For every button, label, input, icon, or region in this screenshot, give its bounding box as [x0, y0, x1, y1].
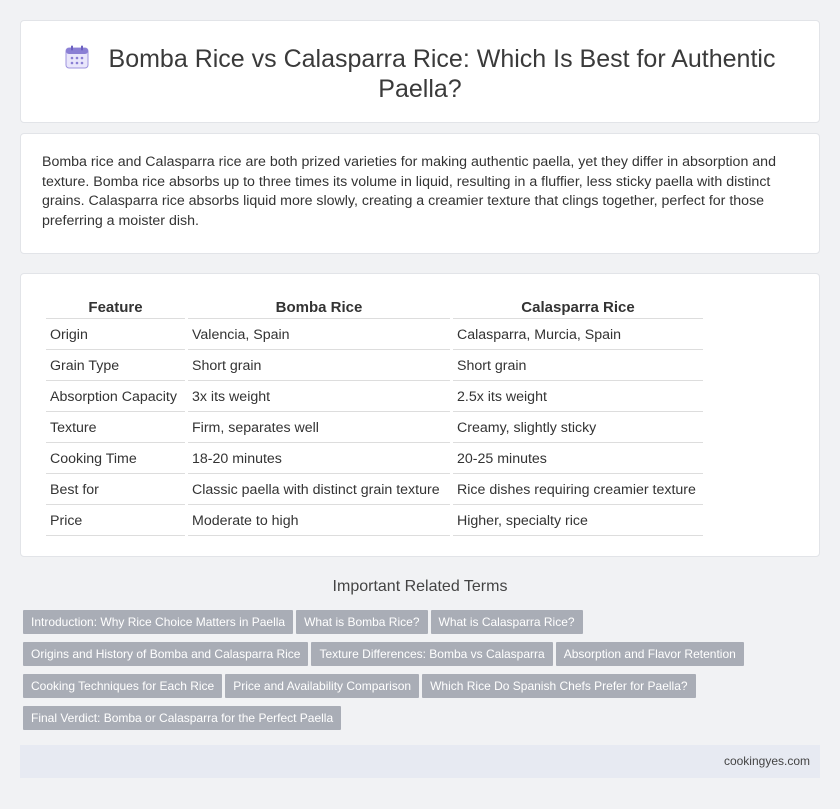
table-cell: Rice dishes requiring creamier texture	[453, 476, 703, 505]
table-cell: Firm, separates well	[188, 414, 450, 443]
table-cell: Absorption Capacity	[46, 383, 185, 412]
table-cell: Short grain	[453, 352, 703, 381]
table-header-feature: Feature	[46, 296, 185, 319]
table-cell: 18-20 minutes	[188, 445, 450, 474]
table-header-row	[46, 296, 703, 319]
related-terms-list	[23, 610, 803, 738]
related-term-tag[interactable]: Cooking Techniques for Each Rice	[23, 674, 222, 698]
table-cell: Best for	[46, 476, 185, 505]
related-term-tag[interactable]: Which Rice Do Spanish Chefs Prefer for Paella?	[422, 674, 695, 698]
page-title: Bomba Rice vs Calasparra Rice: Which Is Best for Authentic Paella?	[108, 45, 776, 103]
title-card	[20, 20, 820, 123]
comparison-table	[43, 294, 706, 538]
related-terms-heading: Important Related Terms	[332, 578, 508, 595]
table-row	[46, 383, 703, 412]
table-header-calasparra: Calasparra Rice	[453, 296, 703, 319]
table-cell: Moderate to high	[188, 507, 450, 536]
related-term-tag[interactable]: Introduction: Why Rice Choice Matters in Paella	[23, 610, 293, 634]
related-term-tag[interactable]: Absorption and Flavor Retention	[556, 642, 744, 666]
table-header-bomba: Bomba Rice	[188, 296, 450, 319]
table-cell: 20-25 minutes	[453, 445, 703, 474]
table-row	[46, 476, 703, 505]
table-cell: 2.5x its weight	[453, 383, 703, 412]
table-cell: Creamy, slightly sticky	[453, 414, 703, 443]
table-cell: Calasparra, Murcia, Spain	[453, 321, 703, 350]
related-term-tag[interactable]: Final Verdict: Bomba or Calasparra for the Perfect Paella	[23, 706, 341, 730]
footer-site-link[interactable]: cookingyes.com	[723, 754, 810, 768]
table-cell: Grain Type	[46, 352, 185, 381]
table-cell: Origin	[46, 321, 185, 350]
table-cell: Higher, specialty rice	[453, 507, 703, 536]
related-term-tag[interactable]: What is Bomba Rice?	[296, 610, 427, 634]
table-cell: Valencia, Spain	[188, 321, 450, 350]
footer	[20, 745, 820, 778]
calendar-icon	[65, 45, 89, 69]
table-cell: Classic paella with distinct grain texture	[188, 476, 450, 505]
comparison-table-card	[20, 273, 820, 557]
intro-card	[20, 133, 820, 254]
table-row	[46, 445, 703, 474]
table-row	[46, 352, 703, 381]
table-cell: Cooking Time	[46, 445, 185, 474]
table-row	[46, 507, 703, 536]
table-cell: Price	[46, 507, 185, 536]
intro-paragraph: Bomba rice and Calasparra rice are both prized varieties for making authentic paella, yet they differ in absorption and texture. Bomba rice absorbs up to three times its volume in liquid, resulting in a fluffier, less sticky paella with distinct grains. Calasparra rice absorbs liquid more slowly, creating a creamier texture that clings together, perfect for those preferring a moister dish.	[42, 154, 776, 229]
page-title-wrap	[21, 44, 819, 104]
related-term-tag[interactable]: Texture Differences: Bomba vs Calasparra	[311, 642, 552, 666]
table-row	[46, 321, 703, 350]
related-term-tag[interactable]: Origins and History of Bomba and Calasparra Rice	[23, 642, 308, 666]
table-cell: 3x its weight	[188, 383, 450, 412]
related-term-tag[interactable]: What is Calasparra Rice?	[431, 610, 583, 634]
table-cell: Short grain	[188, 352, 450, 381]
table-cell: Texture	[46, 414, 185, 443]
table-row	[46, 414, 703, 443]
related-term-tag[interactable]: Price and Availability Comparison	[225, 674, 419, 698]
